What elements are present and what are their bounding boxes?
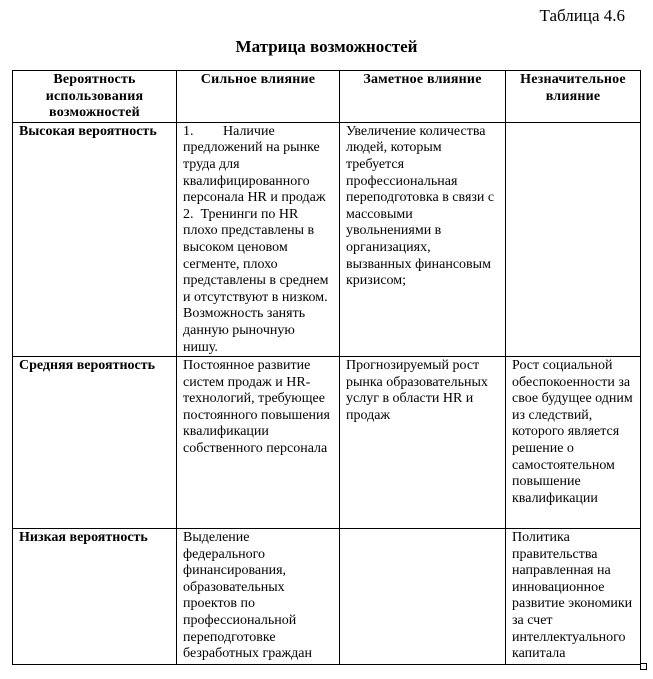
header-probability: Вероятность использования возможностей	[13, 71, 177, 123]
table-header-row	[13, 71, 641, 123]
header-strong-influence: Сильное влияние	[177, 71, 340, 123]
cell-high-strong	[177, 122, 340, 356]
row-label-low: Низкая вероятность	[13, 529, 177, 665]
list-item-text: Наличие предложений на рынке труда для квалифицированного персонала HR и продаж	[183, 123, 326, 206]
cell-medium-strong: Постоянное развитие систем продаж и HR-технологий, требующее постоянного повышения квалификации собственного персонала	[177, 357, 340, 529]
cell-low-insignificant: Политика правительства направленная на инновационное развитие экономики за счет интеллектуального капитала	[506, 529, 641, 665]
cell-low-noticeable	[340, 529, 506, 665]
header-noticeable-influence: Заметное влияние	[340, 71, 506, 123]
cell-medium-noticeable: Прогнозируемый рост рынка образовательных услуг в области HR и продаж	[340, 357, 506, 529]
row-label-medium: Средняя вероятность	[13, 357, 177, 529]
table-caption: Таблица 4.6	[539, 6, 625, 25]
list-item-1	[183, 124, 333, 207]
list-number: 1.	[183, 123, 194, 139]
cell-medium-insignificant: Рост социальной обеспокоенности за свое будущее одним из следствий, которого является решение о самостоятельном повышение квалификации	[506, 357, 641, 529]
table-resize-handle[interactable]	[640, 663, 647, 670]
row-label-high: Высокая вероятность	[13, 122, 177, 356]
table-row-low	[13, 529, 641, 665]
cell-high-noticeable: Увеличение количества людей, которым требуется профессиональная переподготовка в связи с массовыми увольнениями в организациях, вызванных финансовым кризисом;	[340, 122, 506, 356]
document-title: Матрица возможностей	[235, 37, 418, 56]
cell-low-strong: Выделение федерального финансирования, образовательных проектов по профессиональной переподготовке безработных граждан	[177, 529, 340, 665]
table-row-high	[13, 122, 641, 356]
opportunities-matrix-table	[12, 70, 641, 665]
list-item-text: Тренинги по HR плохо представлены в высоком ценовом сегменте, плохо представлены в среднем и отсутствуют в низком. Возможность занять данную рыночную нишу.	[183, 206, 329, 355]
list-item-2	[183, 207, 333, 356]
list-number: 2.	[183, 206, 194, 222]
cell-high-insignificant	[506, 122, 641, 356]
table-row-medium	[13, 357, 641, 529]
header-insignificant-influence: Незначительное влияние	[506, 71, 641, 123]
